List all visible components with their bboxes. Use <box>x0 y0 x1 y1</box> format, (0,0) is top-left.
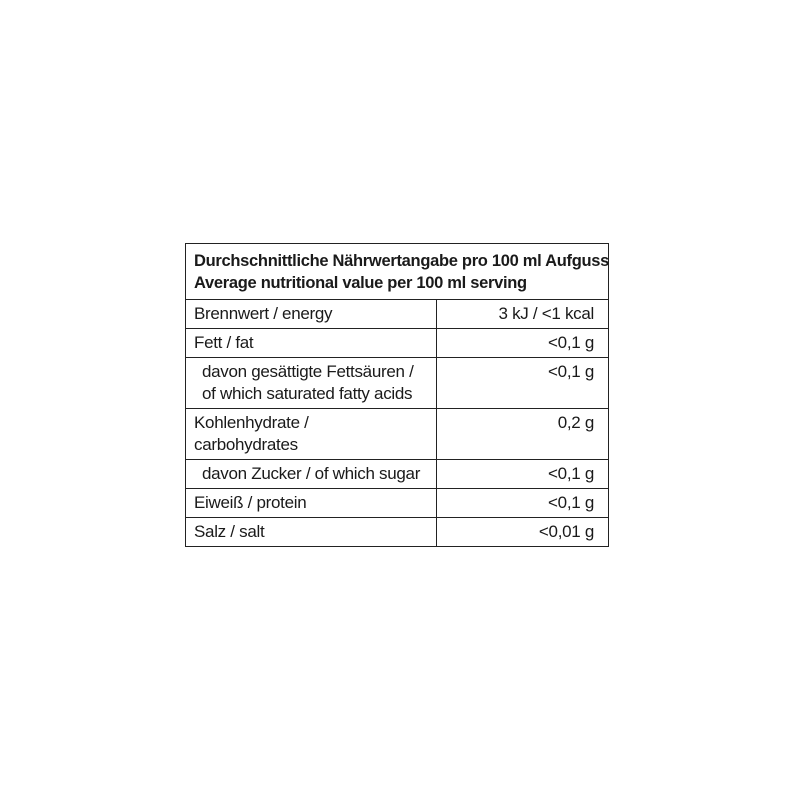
table-header <box>186 244 608 300</box>
nutrient-name-line: davon gesättigte Fettsäuren / <box>202 362 414 381</box>
nutrient-name-line: davon Zucker / of which sugar <box>202 464 421 483</box>
nutrient-value: <0,1 g <box>548 333 594 352</box>
nutrient-name <box>186 300 437 328</box>
nutrient-name-line: carbohydrates <box>194 435 298 454</box>
nutrient-name-line: Salz / salt <box>194 522 265 541</box>
nutrient-name-line: Fett / fat <box>194 333 254 352</box>
nutrient-value: <0,1 g <box>548 362 594 381</box>
nutrient-name <box>186 489 437 517</box>
nutrient-name <box>186 518 437 546</box>
nutrition-table <box>185 243 609 547</box>
nutrient-value: 3 kJ / <1 kcal <box>498 304 594 323</box>
nutrient-name <box>186 358 437 408</box>
header-english: Average nutritional value per 100 ml serving <box>194 274 527 292</box>
nutrient-value: <0,1 g <box>548 493 594 512</box>
nutrient-value: <0,1 g <box>548 464 594 483</box>
nutrient-name-line: Brennwert / energy <box>194 304 333 323</box>
table-row-energy <box>186 300 608 329</box>
nutrient-name-line: Eiweiß / protein <box>194 493 307 512</box>
nutrient-name <box>186 409 437 459</box>
table-row-fat <box>186 329 608 358</box>
nutrient-value: 0,2 g <box>557 413 594 432</box>
nutrient-name-line: of which saturated fatty acids <box>202 384 413 403</box>
table-row-saturated-fat <box>186 358 608 409</box>
table-row-salt <box>186 518 608 546</box>
table-row-protein <box>186 489 608 518</box>
nutrient-value: <0,01 g <box>538 522 594 541</box>
header-german: Durchschnittliche Nährwertangabe pro 100 ml Aufguss <box>194 252 610 270</box>
table-row-sugar <box>186 460 608 489</box>
nutrient-name-line: Kohlenhydrate / <box>194 413 309 432</box>
nutrient-name <box>186 460 437 488</box>
nutrient-name <box>186 329 437 357</box>
table-row-carbohydrates <box>186 409 608 460</box>
